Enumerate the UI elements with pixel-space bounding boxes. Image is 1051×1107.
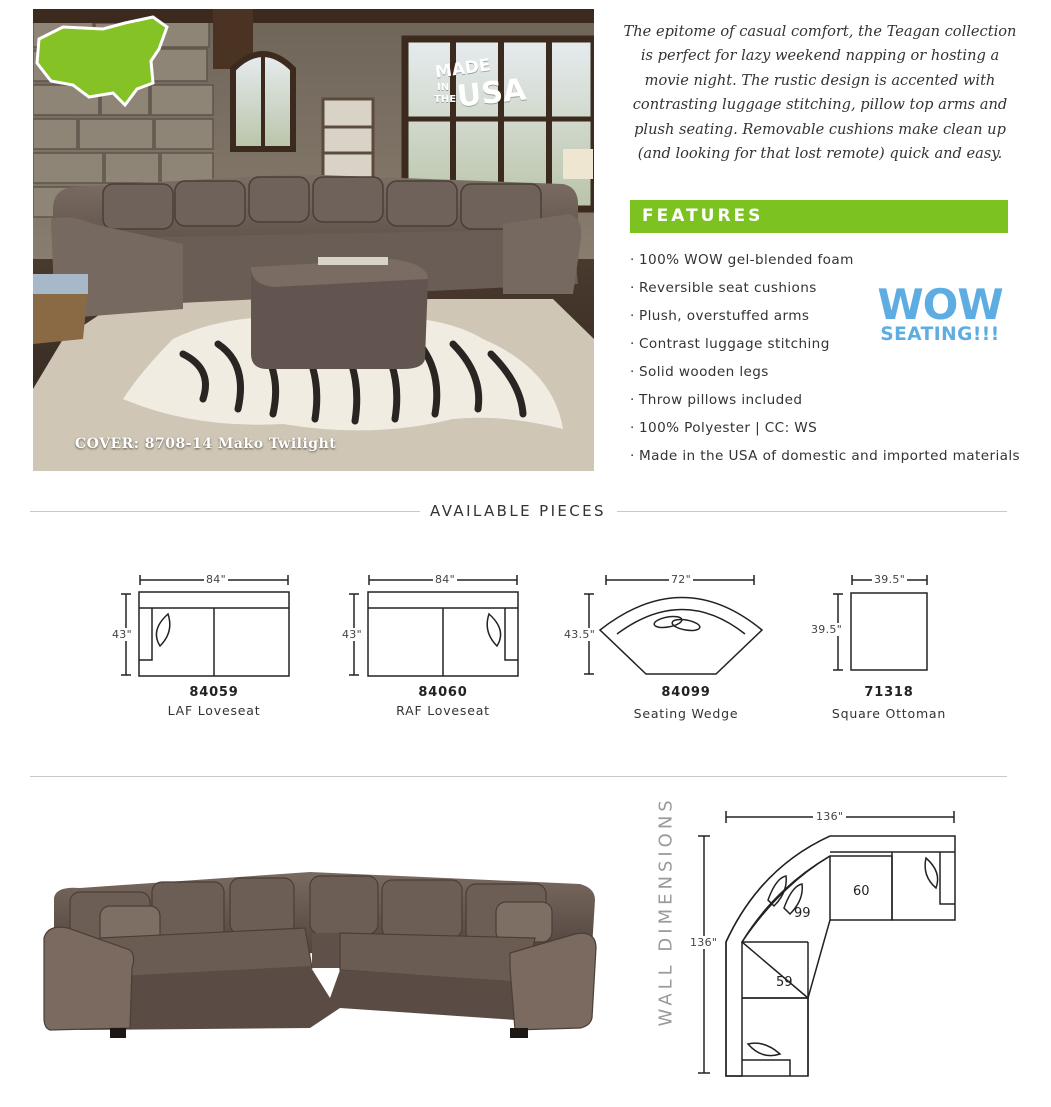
available-pieces-title: AVAILABLE PIECES — [430, 502, 606, 520]
feature-item: · Contrast luggage stitching — [630, 336, 830, 352]
collection-description: The epitome of casual comfort, the Teagan collection is perfect for lazy weekend napping or hosting a movie night. The rustic design is accented with contrasting luggage stitching, pillow top arms and plush seating. Removable cushions make clean up (and looking for that lost remote) quick and easy. — [623, 23, 1017, 163]
piece4-number: 71318 — [864, 685, 914, 700]
bullet: · — [630, 420, 635, 436]
wall-dimensions-diagram — [690, 808, 980, 1078]
bullet: · — [630, 448, 635, 464]
wow-logo-text: WOW — [877, 280, 1003, 329]
feature-item: · 100% Polyester | CC: WS — [630, 420, 818, 436]
piece1-width: 84" — [206, 573, 226, 586]
bullet: · — [630, 364, 635, 380]
cover-caption: COVER: 8708-14 Mako Twilight — [75, 436, 337, 452]
sectional-product-photo — [40, 858, 600, 1048]
section-59-label: 59 — [776, 975, 793, 990]
hero-photo — [33, 9, 594, 471]
bullet: · — [630, 308, 635, 324]
piece4-width: 39.5" — [874, 573, 906, 586]
bullet: · — [630, 392, 635, 408]
divider-left — [30, 511, 420, 512]
wall-width-label: 136" — [813, 810, 846, 823]
feature-item: · Reversible seat cushions — [630, 280, 817, 296]
badge-usa-text: USA — [455, 72, 528, 115]
piece3-depth: 43.5" — [564, 628, 596, 641]
badge-in-text: IN — [437, 82, 450, 93]
feature-item: · Plush, overstuffed arms — [630, 308, 810, 324]
divider-bottom — [30, 776, 1007, 777]
bullet: · — [630, 336, 635, 352]
badge-made-text: MADE — [433, 55, 492, 83]
piece1-name: LAF Loveseat — [167, 703, 261, 718]
feature-item: · Made in the USA of domestic and imported materials — [630, 448, 1021, 464]
piece3-name: Seating Wedge — [633, 706, 739, 721]
wall-dimensions-title: WALL DIMENSIONS — [655, 796, 677, 1027]
bullet: · — [630, 252, 635, 268]
feature-item: · 100% WOW gel-blended foam — [630, 252, 854, 268]
piece1-depth: 43" — [112, 628, 132, 641]
wall-depth-label: 136" — [690, 936, 718, 949]
piece2-depth: 43" — [342, 628, 362, 641]
bullet: · — [630, 280, 635, 296]
features-title: FEATURES — [642, 206, 764, 226]
piece4-name: Square Ottoman — [831, 706, 947, 721]
feature-item: · Solid wooden legs — [630, 364, 769, 380]
piece3-width: 72" — [671, 573, 691, 586]
section-99-label: 99 — [794, 906, 811, 921]
piece3-number: 84099 — [661, 685, 711, 700]
divider-right — [617, 511, 1007, 512]
feature-item: · Throw pillows included — [630, 392, 803, 408]
section-60-label: 60 — [853, 884, 870, 899]
pieces-diagrams — [0, 570, 1051, 690]
features-header — [630, 200, 1008, 233]
badge-the-text: THE — [434, 94, 457, 105]
piece1-number: 84059 — [189, 685, 239, 700]
made-in-usa-badge — [33, 9, 173, 109]
square-ottoman-diagram — [833, 575, 927, 670]
piece2-name: RAF Loveseat — [396, 703, 490, 718]
laf-loveseat-diagram — [121, 575, 289, 676]
raf-loveseat-diagram — [349, 575, 518, 676]
piece2-number: 84060 — [418, 685, 468, 700]
wow-seating-logo — [874, 280, 1006, 345]
seating-wedge-diagram — [584, 575, 762, 674]
seating-logo-text: SEATING!!! — [880, 324, 1000, 345]
piece2-width: 84" — [435, 573, 455, 586]
piece4-depth: 39.5" — [811, 623, 843, 636]
